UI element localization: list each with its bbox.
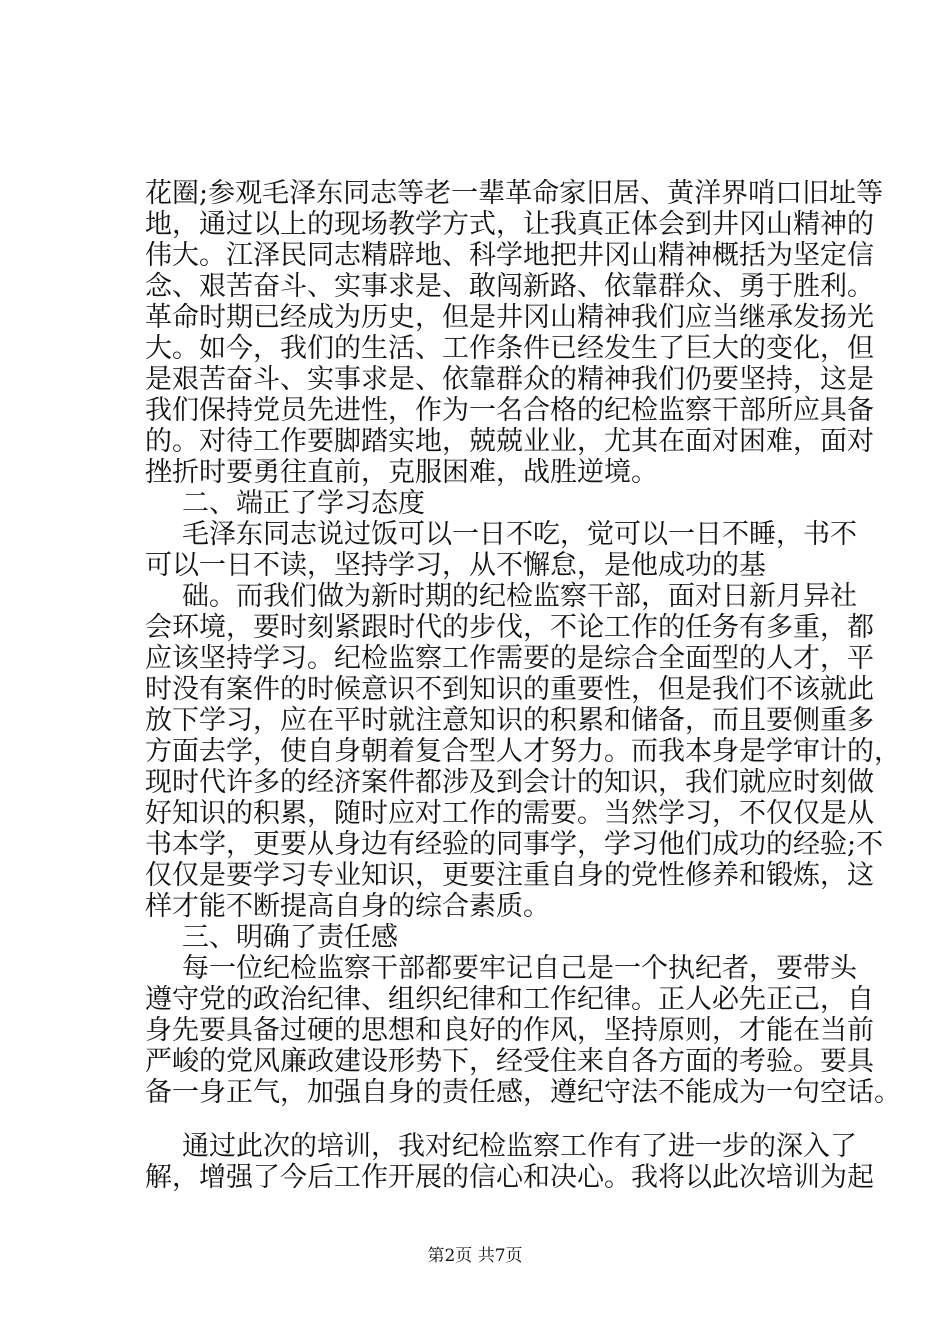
body-line: 方面去学，使自身朝着复合型人才努力。而我本身是学审计的， [145, 736, 901, 767]
body-line: 毛泽东同志说过饭可以一日不吃，觉可以一日不睡，书不 [182, 519, 857, 550]
body-line: 可以一日不读，坚持学习，从不懈怠，是他成功的基 [145, 550, 766, 581]
body-line: 础。而我们做为新时期的纪检监察干部，面对日新月异社 [182, 581, 857, 612]
body-line: 遵守党的政治纪律、组织纪律和工作纪律。正人必先正己，自 [145, 984, 874, 1015]
body-line: 念、艰苦奋斗、实事求是、敢闯新路、依靠群众、勇于胜利。 [145, 271, 874, 302]
body-line: 伟大。江泽民同志精辟地、科学地把井冈山精神概括为坚定信 [145, 240, 874, 271]
body-line: 样才能不断提高自身的综合素质。 [145, 891, 550, 922]
section-heading: 二、端正了学习态度 [182, 488, 425, 519]
body-line: 放下学习，应在平时就注意知识的积累和储备，而且要侧重多 [145, 705, 874, 736]
body-line: 挫折时要勇往直前，克服困难，战胜逆境。 [145, 457, 658, 488]
body-line: 应该坚持学习。纪检监察工作需要的是综合全面型的人才，平 [145, 643, 874, 674]
body-line: 好知识的积累，随时应对工作的需要。当然学习，不仅仅是从 [145, 798, 874, 829]
body-line: 会环境，要时刻紧跟时代的步伐，不论工作的任务有多重，都 [145, 612, 874, 643]
body-line: 时没有案件的时候意识不到知识的重要性，但是我们不该就此 [145, 674, 874, 705]
body-line: 是艰苦奋斗、实事求是、依靠群众的精神我们仍要坚持，这是 [145, 364, 874, 395]
body-line: 现时代许多的经济案件都涉及到会计的知识，我们就应时刻做 [145, 767, 874, 798]
body-line: 大。如今，我们的生活、工作条件已经发生了巨大的变化，但 [145, 333, 874, 364]
body-line: 每一位纪检监察干部都要牢记自己是一个执纪者，要带头 [182, 953, 857, 984]
body-line: 地，通过以上的现场教学方式，让我真正体会到井冈山精神的 [145, 209, 874, 240]
body-line: 花圈;参观毛泽东同志等老一辈革命家旧居、黄洋界哨口旧址等 [145, 178, 884, 209]
body-line: 严峻的党风廉政建设形势下，经受住来自各方面的考验。要具 [145, 1046, 874, 1077]
body-line: 身先要具备过硬的思想和良好的作风，坚持原则，才能在当前 [145, 1015, 874, 1046]
section-heading: 三、明确了责任感 [182, 922, 398, 953]
body-line: 通过此次的培训，我对纪检监察工作有了进一步的深入了 [182, 1131, 857, 1162]
body-line: 我们保持党员先进性，作为一名合格的纪检监察干部所应具备 [145, 395, 874, 426]
page-number: 第2页 共7页 [427, 1246, 523, 1266]
body-line: 的。对待工作要脚踏实地，兢兢业业，尤其在面对困难，面对 [145, 426, 874, 457]
body-line: 革命时期已经成为历史，但是井冈山精神我们应当继承发扬光 [145, 302, 874, 333]
body-line: 备一身正气，加强自身的责任感，遵纪守法不能成为一句空话。 [145, 1077, 901, 1108]
body-line: 仅仅是要学习专业知识，更要注重自身的党性修养和锻炼，这 [145, 860, 874, 891]
body-line: 书本学，更要从身边有经验的同事学，学习他们成功的经验;不 [145, 829, 884, 860]
body-line: 解，增强了今后工作开展的信心和决心。我将以此次培训为起 [145, 1162, 874, 1193]
